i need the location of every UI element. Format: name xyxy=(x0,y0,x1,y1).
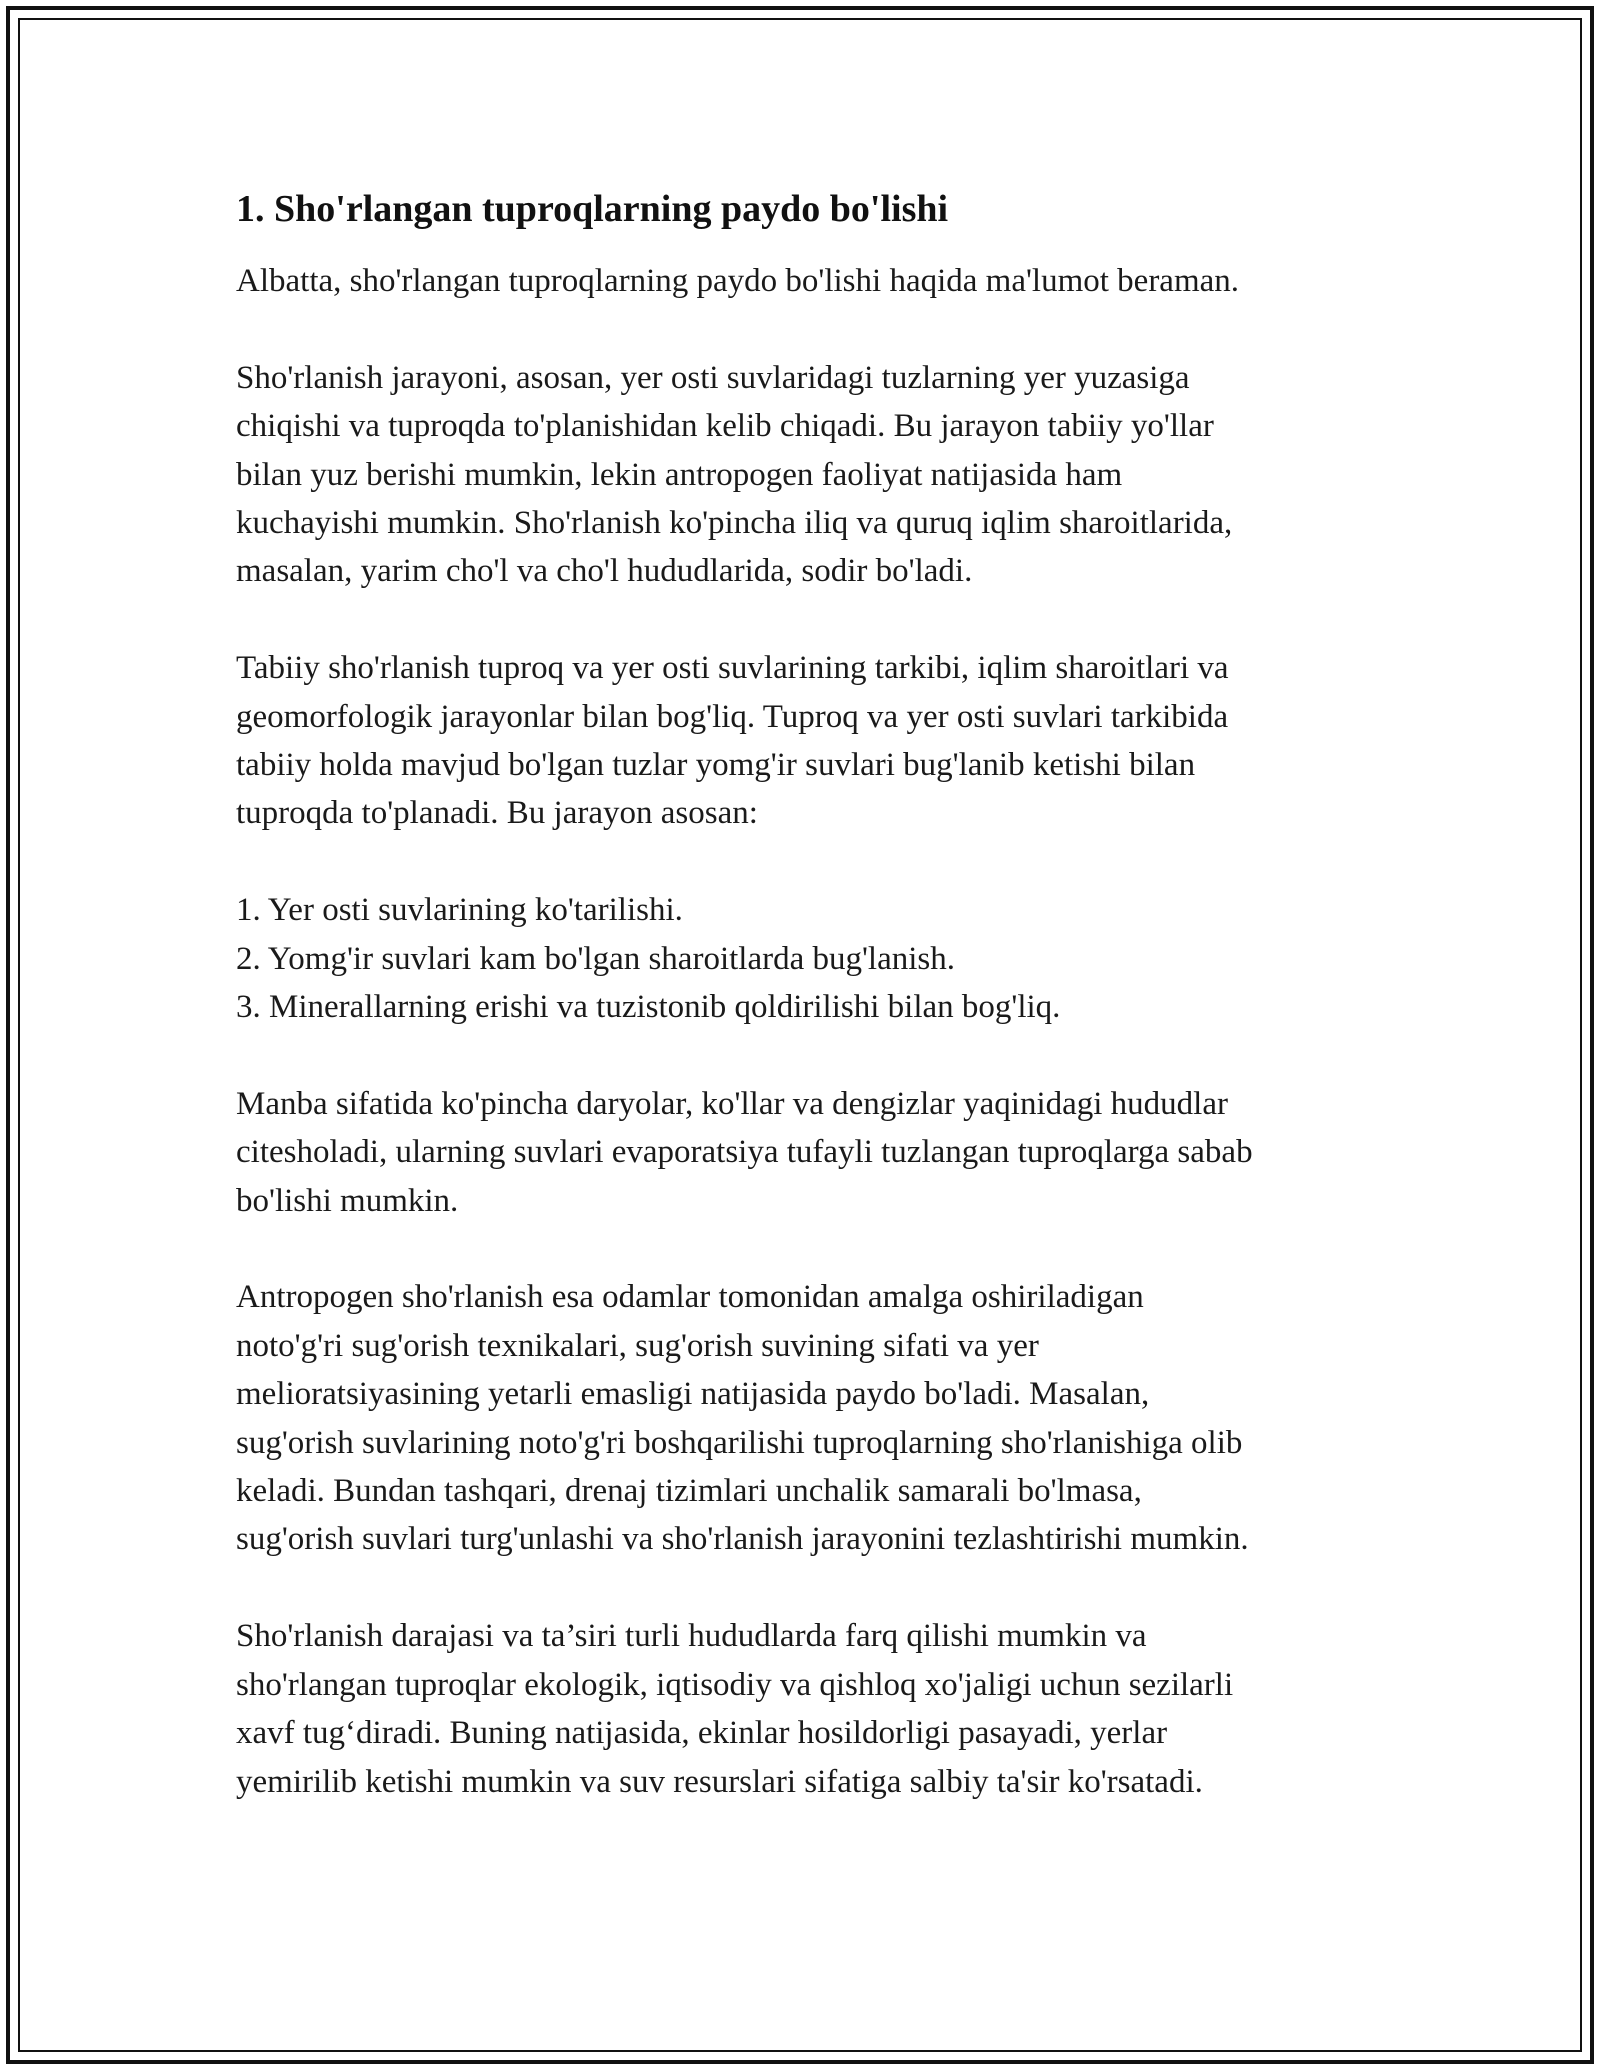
paragraph-impact: Sho'rlanish darajasi va ta’siri turli hududlarda farq qilishi mumkin va sho'rlangan tuproqlar ekologik, iqtisodiy va qishloq xo'jaligi uchun sezilarli xavf tug‘diradi. Buning natijasida, ekinlar hosildorligi pasayadi, yerlar yemirilib ketishi mumkin va suv resurslari sifatiga salbiy ta'sir ko'rsatadi. xyxy=(236,1618,1234,1800)
paragraph-spacer xyxy=(236,1225,1416,1273)
intro-paragraph: Albatta, sho'rlangan tuproqlarning paydo bo'lishi haqida ma'lumot beraman. xyxy=(236,263,1240,299)
list-item: 3. Minerallarning erishi va tuzistonib qoldirilishi bilan bog'liq. xyxy=(236,989,1061,1026)
paragraph-anthropogenic: Antropogen sho'rlanish esa odamlar tomonidan amalga oshiriladigan noto'g'ri sug'orish texnikalari, sug'orish suvining sifati va yer melioratsiyasining yetarli emasligi natijasida paydo bo'ladi. Masalan, sug'orish suvlarining noto'g'ri boshqarilishi tuproqlarning sho'rlanishiga olib keladi. Bundan tashqari, drenaj tizimlari unchalik samarali bo'lmasa, sug'orish suvlari turg'unlashi va sho'rlanish jarayonini tezlashtirishi mumkin. xyxy=(236,1279,1249,1558)
paragraph-spacer xyxy=(236,1031,1416,1079)
document-body xyxy=(236,185,1416,1806)
process-list xyxy=(236,886,1416,1031)
paragraph-salinization-process: Sho'rlanish jarayoni, asosan, yer osti suvlaridagi tuzlarning yer yuzasiga chiqishi va tuproqda to'planishidan kelib chiqadi. Bu jarayon tabiiy yo'llar bilan yuz berishi mumkin, lekin antropogen faoliyat natijasida ham kuchayishi mumkin. Sho'rlanish ko'pincha iliq va quruq iqlim sharoitlarida, masalan, yarim cho'l va cho'l hududlarida, sodir bo'ladi. xyxy=(236,359,1233,590)
paragraph-spacer xyxy=(236,305,1416,353)
paragraph-natural-salinization: Tabiiy sho'rlanish tuproq va yer osti suvlarining tarkibi, iqlim sharoitlari va geomorfologik jarayonlar bilan bog'liq. Tuproq va yer osti suvlari tarkibida tabiiy holda mavjud bo'lgan tuzlar yomg'ir suvlari bug'lanib ketishi bilan tuproqda to'planadi. Bu jarayon asosan: xyxy=(236,650,1229,832)
paragraph-spacer xyxy=(236,1564,1416,1612)
paragraph-spacer xyxy=(236,596,1416,644)
document-title: 1. Sho'rlangan tuproqlarning paydo bo'lishi xyxy=(236,188,949,230)
paragraph-spacer xyxy=(236,838,1416,886)
list-item: 2. Yomg'ir suvlari kam bo'lgan sharoitlarda bug'lanish. xyxy=(236,940,956,977)
paragraph-sources: Manba sifatida ko'pincha daryolar, ko'llar va dengizlar yaqinidagi hududlar citesholadi, ularning suvlari evaporatsiya tufayli tuzlangan tuproqlarga sabab bo'lishi mumkin. xyxy=(236,1085,1253,1219)
list-item: 1. Yer osti suvlarining ko'tarilishi. xyxy=(236,892,683,929)
